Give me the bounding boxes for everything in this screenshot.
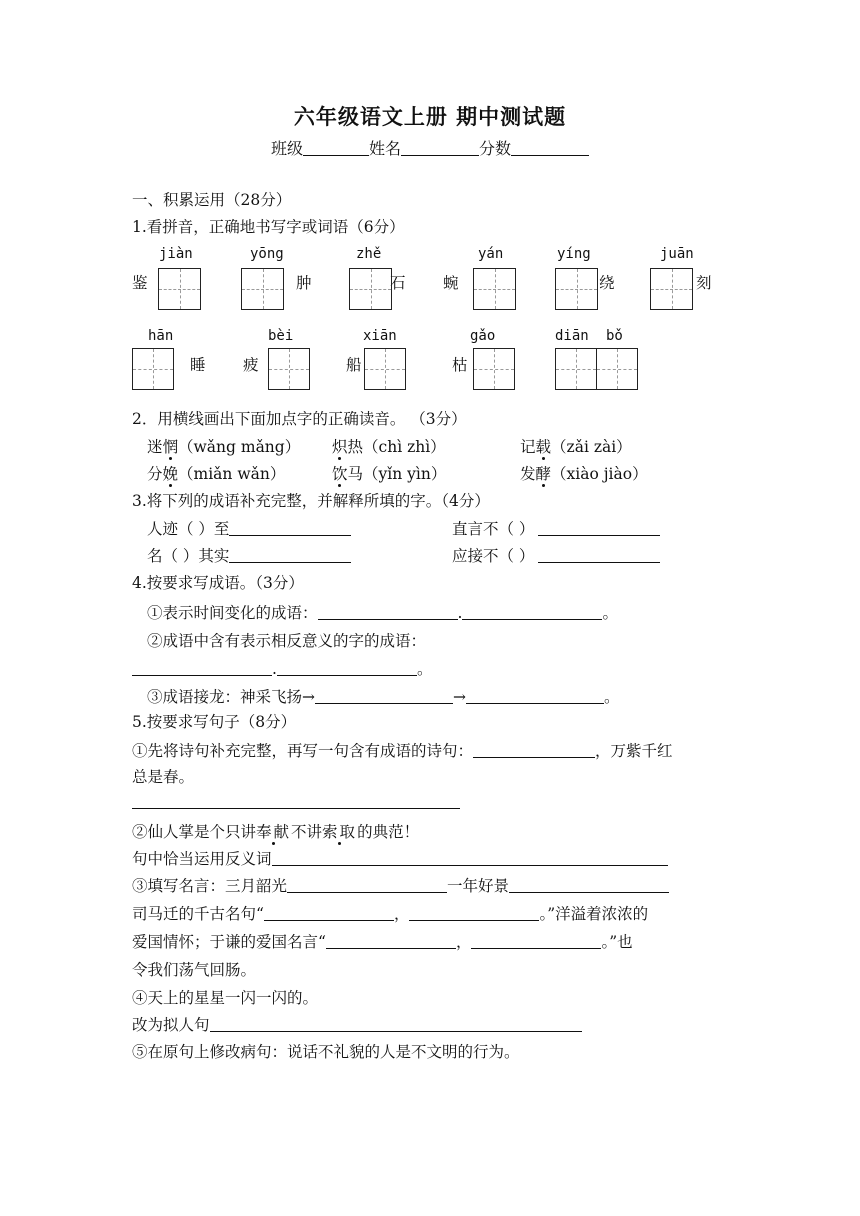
idiom-item: [452, 546, 660, 566]
char: 热: [347, 438, 364, 456]
idiom-item: [147, 546, 351, 566]
idiom-text: 应接不（ ）: [452, 547, 535, 565]
answer-line[interactable]: [277, 659, 417, 676]
sentence-text: ④天上的星星一闪一闪的。: [132, 989, 319, 1007]
arrow-icon: →: [453, 688, 467, 706]
idiom-answer-row: [132, 659, 432, 679]
dotted-char: 炽: [332, 438, 348, 456]
writing-box[interactable]: [364, 348, 406, 390]
pinyin-label: yán: [478, 246, 504, 262]
char: 发: [520, 465, 536, 483]
dotted-word: 奉献: [256, 823, 292, 841]
prompt-text: ①先将诗句补充完整，再写一句含有成语的诗句：: [132, 742, 474, 760]
answer-line[interactable]: [229, 546, 351, 563]
answer-line[interactable]: [132, 808, 460, 809]
prompt-text: 。”也: [601, 933, 633, 951]
dotted-word: 索取: [322, 823, 358, 841]
section-heading: 一、积累运用（28分）: [132, 191, 292, 209]
prompt-text: 一年好景: [447, 877, 510, 895]
pinyin-label: gǎo: [470, 328, 496, 344]
question-3-title: 3.将下列的成语补充完整，并解释所填的字。（4分）: [132, 492, 490, 510]
answer-line[interactable]: [462, 603, 602, 620]
writing-box[interactable]: [349, 268, 392, 310]
char: 马: [347, 465, 364, 483]
reading-item: [147, 437, 300, 457]
given-char: 枯: [452, 356, 468, 374]
arrow-icon: →: [302, 688, 316, 706]
pinyin-label: diān: [555, 328, 589, 344]
writing-box[interactable]: [132, 348, 174, 390]
period: 。: [604, 688, 620, 706]
answer-line[interactable]: [466, 687, 604, 704]
answer-line[interactable]: [538, 519, 660, 536]
prompt-text: 爱国情怀；于谦的爱国名言“: [132, 933, 326, 951]
reading-options[interactable]: （miǎn wǎn）: [178, 465, 286, 483]
writing-box[interactable]: [596, 348, 638, 390]
sentence-text: ②仙人掌是个只讲: [132, 823, 257, 841]
idiom-request: [147, 603, 618, 623]
score-label: 分数: [479, 139, 512, 158]
prompt-text: ③填写名言：三月韶光: [132, 877, 288, 895]
idiom-text: 人迹（ ）至: [147, 520, 230, 538]
question-2-title: 2．用横线画出下面加点字的正确读音。 （3分）: [132, 410, 467, 428]
pinyin-label: zhě: [356, 246, 382, 262]
writing-box[interactable]: [555, 268, 598, 310]
answer-line[interactable]: [473, 741, 595, 758]
idiom-item: [452, 519, 660, 539]
given-char: 鉴: [132, 274, 148, 292]
reading-options[interactable]: （chì zhì）: [363, 438, 446, 456]
sentence-task: [132, 741, 673, 761]
idiom-request: ②成语中含有表示相反意义的字的成语：: [147, 632, 427, 650]
question-4-title: 4.按要求写成语。（3分）: [132, 574, 304, 592]
score-field[interactable]: [511, 139, 589, 156]
given-char: 刻: [696, 274, 712, 292]
reading-item: [332, 437, 446, 457]
idiom-item: [147, 519, 351, 539]
poem-text: 总是春。: [132, 768, 195, 786]
dotted-char: 载: [535, 438, 552, 456]
reading-item: [520, 464, 648, 484]
writing-box[interactable]: [158, 268, 201, 310]
answer-line[interactable]: [210, 1015, 582, 1032]
given-char: 石: [390, 274, 406, 292]
reading-item: [332, 464, 446, 484]
char: 记: [520, 438, 536, 456]
question-5-title: 5.按要求写句子（8分）: [132, 713, 297, 731]
answer-line[interactable]: [509, 876, 669, 893]
pinyin-label: hān: [148, 328, 174, 344]
prompt-text: ③成语接龙：神采飞扬: [147, 688, 303, 706]
separator: .: [272, 660, 277, 678]
sentence-task: [132, 904, 648, 924]
writing-box[interactable]: [241, 268, 284, 310]
answer-line[interactable]: [326, 932, 456, 949]
answer-line[interactable]: [538, 546, 660, 563]
sentence-text: 令我们荡气回肠。: [132, 961, 257, 979]
pinyin-label: bǒ: [606, 328, 623, 344]
answer-line[interactable]: [315, 687, 453, 704]
prompt-text: 改为拟人句: [132, 1016, 210, 1034]
char: 迷: [147, 438, 163, 456]
question-1-title: 1.看拼音，正确地书写字或词语（6分）: [132, 218, 405, 236]
prompt-text: 司马迁的千古名句“: [132, 905, 264, 923]
given-char: 疲: [243, 356, 259, 374]
sentence-task: [132, 876, 669, 896]
prompt-text: 。”洋溢着浓浓的: [539, 905, 649, 923]
dotted-char: 惘: [162, 438, 179, 456]
pinyin-label: xiān: [363, 328, 397, 344]
pinyin-label: jiàn: [159, 246, 193, 262]
separator: .: [457, 604, 463, 622]
answer-line[interactable]: [471, 932, 601, 949]
reading-options[interactable]: （xiào jiào）: [551, 465, 648, 483]
idiom-text: 名（ ）其实: [147, 547, 230, 565]
student-info-line: [0, 136, 860, 159]
writing-box[interactable]: [555, 348, 597, 390]
dotted-char: 酵: [535, 465, 552, 483]
dotted-char: 饮: [332, 465, 348, 483]
prompt-text: 句中恰当运用反义词: [132, 850, 272, 868]
given-char: 肿: [296, 274, 312, 292]
sentence-text: ⑤在原句上修改病句：说话不礼貌的人是不文明的行为。: [132, 1043, 520, 1061]
class-label: 班级: [270, 139, 303, 158]
writing-box[interactable]: [650, 268, 693, 310]
dotted-char: 娩: [162, 465, 179, 483]
pinyin-label: bèi: [268, 328, 294, 344]
period: 。: [602, 604, 618, 622]
writing-box[interactable]: [268, 348, 310, 390]
char: 分: [147, 465, 163, 483]
idiom-text: 直言不（ ）: [452, 520, 535, 538]
answer-line[interactable]: [409, 904, 539, 921]
writing-box[interactable]: [473, 348, 515, 390]
sentence-text: 不讲: [291, 823, 323, 841]
reading-item: [520, 437, 632, 457]
reading-options[interactable]: （yǐn yìn）: [363, 465, 447, 483]
answer-line[interactable]: [272, 849, 668, 866]
answer-line[interactable]: [318, 603, 458, 620]
pinyin-label: juān: [660, 246, 694, 262]
sentence-task: [132, 932, 633, 952]
name-label: 姓名: [368, 139, 401, 158]
reading-item: [147, 464, 285, 484]
comma: ，: [393, 905, 410, 923]
pinyin-label: yíng: [557, 246, 591, 262]
page-title: 六年级语文上册 期中测试题: [293, 104, 567, 129]
name-field[interactable]: [401, 139, 479, 156]
given-char: 船: [346, 356, 362, 374]
answer-line[interactable]: [287, 876, 447, 893]
answer-line[interactable]: [132, 659, 272, 676]
sentence-text: 的典范！: [357, 823, 420, 841]
sentence-task: [132, 822, 419, 842]
reading-options[interactable]: （zǎi zài）: [551, 438, 632, 456]
prompt-text: ①表示时间变化的成语：: [147, 604, 318, 622]
period: 。: [416, 660, 433, 678]
sentence-task: [132, 849, 668, 869]
reading-options[interactable]: （wǎng mǎng）: [178, 438, 301, 456]
poem-text: ，万紫千红: [595, 742, 673, 760]
answer-line[interactable]: [229, 519, 351, 536]
pinyin-label: yōng: [250, 246, 284, 262]
class-field[interactable]: [303, 139, 369, 156]
writing-box[interactable]: [473, 268, 516, 310]
comma: ，: [455, 933, 472, 951]
given-char: 绕: [599, 274, 615, 292]
idiom-chain: [147, 687, 620, 707]
sentence-task: [132, 1015, 582, 1035]
answer-line[interactable]: [264, 904, 394, 921]
given-char: 睡: [190, 356, 206, 374]
given-char: 蜿: [443, 274, 459, 292]
